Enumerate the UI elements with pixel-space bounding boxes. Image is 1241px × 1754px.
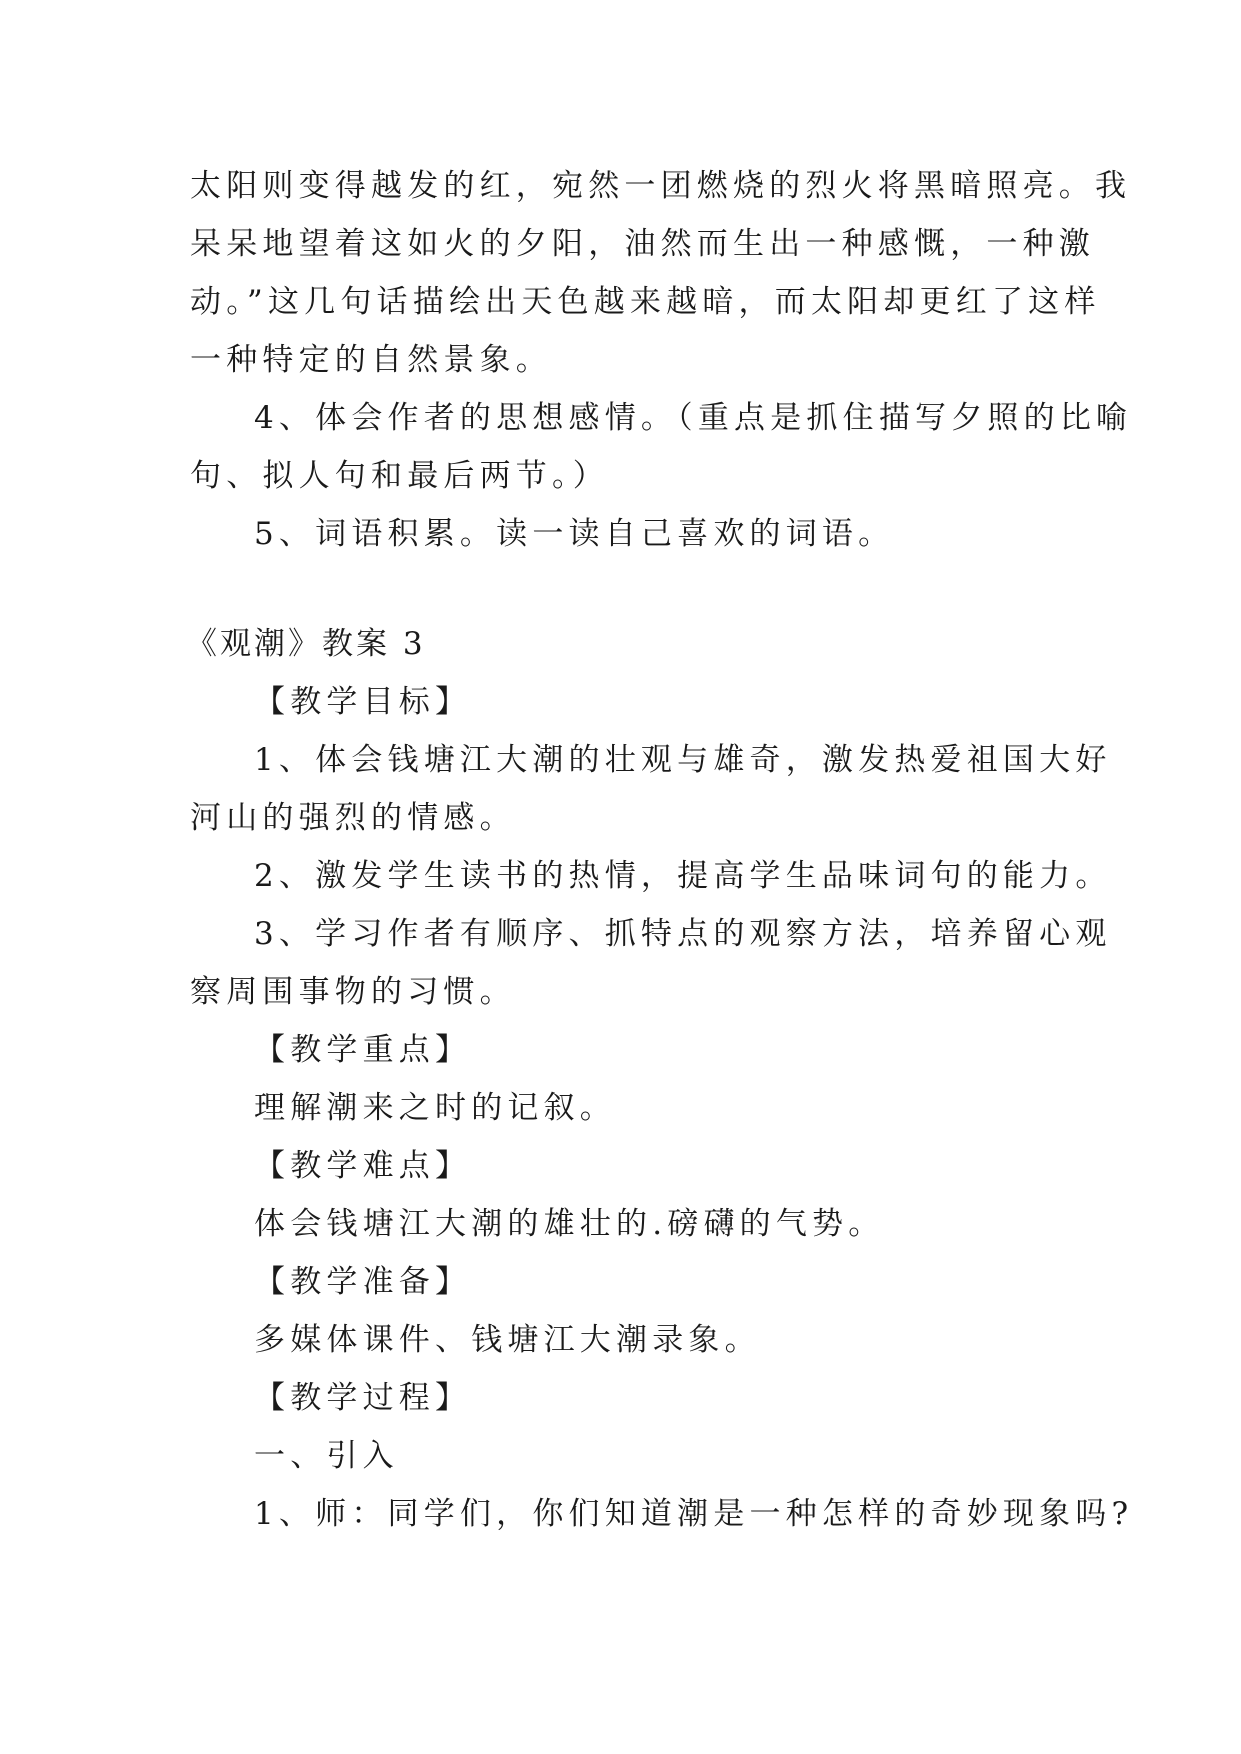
section-title: 《观潮》教案 3 (186, 626, 426, 662)
paragraph-line: 句、拟人句和最后两节。） (190, 458, 609, 494)
list-item-5: 5、词语积累。读一读自己喜欢的词语。 (254, 516, 895, 552)
step-heading: 一、引入 (254, 1438, 399, 1474)
paragraph-line: 太阳则变得越发的红，宛然一团燃烧的烈火将黑暗照亮。我 (190, 168, 1132, 204)
section-heading: 【教学难点】 (254, 1148, 472, 1184)
section-heading: 【教学目标】 (254, 684, 472, 720)
section-heading: 【教学重点】 (254, 1032, 472, 1068)
paragraph-line: 动。”这几句话描绘出天色越来越暗，而太阳却更红了这样 (190, 284, 1101, 320)
paragraph-line: 体会钱塘江大潮的雄壮的.磅礴的气势。 (254, 1206, 885, 1242)
paragraph-line: 理解潮来之时的记叙。 (254, 1090, 616, 1126)
paragraph-line: 察周围事物的习惯。 (190, 974, 516, 1010)
objective-item-2: 2、激发学生读书的热情，提高学生品味词句的能力。 (254, 858, 1112, 894)
paragraph-line: 呆呆地望着这如火的夕阳，油然而生出一种感慨，一种激 (190, 226, 1095, 262)
paragraph-line: 河山的强烈的情感。 (190, 800, 516, 836)
objective-item-3: 3、学习作者有顺序、抓特点的观察方法，培养留心观 (254, 916, 1112, 952)
list-item-4: 4、体会作者的思想感情。（重点是抓住描写夕照的比喻 (254, 400, 1133, 436)
section-heading: 【教学过程】 (254, 1380, 472, 1416)
paragraph-line: 多媒体课件、钱塘江大潮录象。 (254, 1322, 761, 1358)
objective-item-1: 1、体会钱塘江大潮的壮观与雄奇，激发热爱祖国大好 (254, 742, 1112, 778)
paragraph-line: 一种特定的自然景象。 (190, 342, 552, 378)
section-heading: 【教学准备】 (254, 1264, 472, 1300)
step-item-1: 1、师：同学们，你们知道潮是一种怎样的奇妙现象吗? (254, 1496, 1134, 1532)
